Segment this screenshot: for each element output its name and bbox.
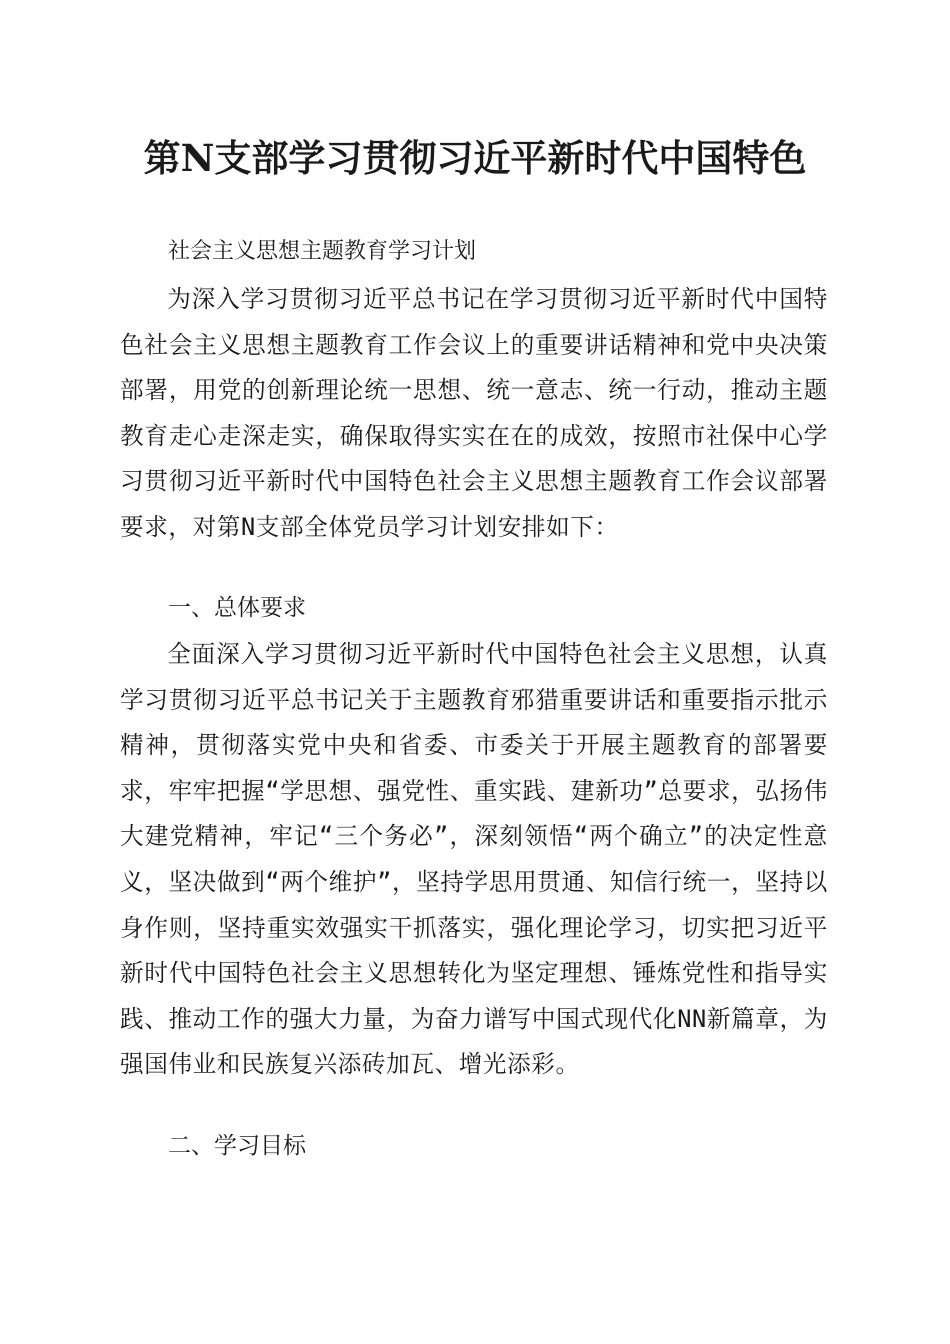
document-title: 第N支部学习贯彻习近平新时代中国特色 bbox=[143, 136, 807, 180]
section-heading-learning-goals: 二、学习目标 bbox=[168, 1133, 306, 1159]
paragraph-text: 全面深入学习贯彻习近平新时代中国特色社会主义思想，认真学习贯彻习近平总书记关于主题教育邪猎重要讲话和重要指示批示精神，贯彻落实党中央和省委、市委关于开展主题教育的部署要求，牢牢把握“学思想、强党性、重实践、建新功”总要求，弘扬伟大建党精神，牢记“三个务必”，深刻领悟“两个确立”的决定性意义，坚决做到“两个维护”，坚持学思用贯通、知信行统一，坚持以身作则，坚持重实效强实干抓落实，强化理论学习，切实把习近平新时代中国特色社会主义思想转化为坚定理想、锤炼党性和指导实践、推动工作的强大力量，为奋力谱写中国式现代化NN新篇章，为强国伟业和民族复兴添砖加瓦、增光添彩。 bbox=[120, 640, 828, 1079]
general-requirements-paragraph bbox=[120, 632, 828, 1088]
paragraph-text: 为深入学习贯彻习近平总书记在学习贯彻习近平新时代中国特色社会主义思想主题教育工作会议上的重要讲话精神和党中央决策部署，用党的创新理论统一思想、统一意志、统一行动，推动主题教育走心走深走实，确保取得实实在在的成效，按照市社保中心学习贯彻习近平新时代中国特色社会主义思想主题教育工作会议部署要求，对第N支部全体党员学习计划安排如下： bbox=[120, 285, 828, 541]
document-subtitle: 社会主义思想主题教育学习计划 bbox=[168, 239, 477, 264]
intro-paragraph bbox=[120, 277, 828, 551]
section-heading-general-requirements: 一、总体要求 bbox=[168, 595, 306, 621]
